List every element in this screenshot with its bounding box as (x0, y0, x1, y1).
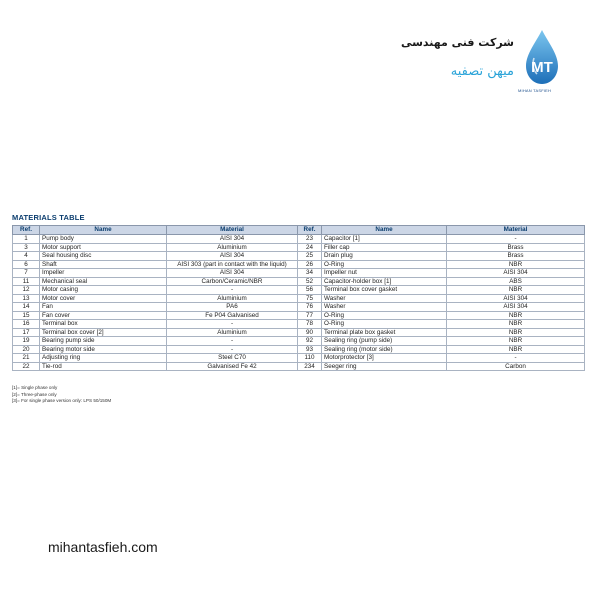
material-cell: - (447, 235, 585, 244)
material-cell: - (167, 320, 298, 329)
name-cell: Pump body (40, 235, 167, 244)
name-cell: O-Ring (322, 311, 447, 320)
material-cell: Aluminium (167, 243, 298, 252)
ref-cell: 3 (13, 243, 40, 252)
material-cell: Galvanised Fe 42 (167, 362, 298, 371)
ref-cell: 234 (298, 362, 322, 371)
table-row (13, 354, 585, 363)
table-row (13, 337, 585, 346)
name-cell: Shaft (40, 260, 167, 269)
material-cell: AISI 304 (447, 303, 585, 312)
header-name-2: Name (322, 226, 447, 235)
name-cell: Bearing motor side (40, 345, 167, 354)
ref-cell: 1 (13, 235, 40, 244)
table-row (13, 345, 585, 354)
name-cell: Motor cover (40, 294, 167, 303)
name-cell: Terminal box cover gasket (322, 286, 447, 295)
table-row (13, 311, 585, 320)
name-cell: Tie-rod (40, 362, 167, 371)
name-cell: Capacitor [1] (322, 235, 447, 244)
footnote: [3]= For single phase version only: LPS 50/150M (12, 398, 112, 404)
name-cell: Mechanical seal (40, 277, 167, 286)
material-cell: AISI 304 (447, 294, 585, 303)
material-cell: NBR (447, 311, 585, 320)
logo-letters: MT (531, 59, 553, 76)
ref-cell: 77 (298, 311, 322, 320)
header-ref-2: Ref. (298, 226, 322, 235)
name-cell: Motor casing (40, 286, 167, 295)
material-cell: AISI 303 (part in contact with the liquid) (167, 260, 298, 269)
name-cell: Impeller (40, 269, 167, 278)
material-cell: ABS (447, 277, 585, 286)
ref-cell: 78 (298, 320, 322, 329)
water-drop-logo-icon (522, 28, 562, 90)
ref-cell: 21 (13, 354, 40, 363)
material-cell: AISI 304 (447, 269, 585, 278)
ref-cell: 20 (13, 345, 40, 354)
material-cell: Fe P04 Galvanised (167, 311, 298, 320)
table-body (13, 235, 585, 371)
logo-subtitle: MIHAN TASFIEH (518, 88, 552, 93)
table-row (13, 328, 585, 337)
ref-cell: 90 (298, 328, 322, 337)
ref-cell: 12 (13, 286, 40, 295)
material-cell: Steel C70 (167, 354, 298, 363)
ref-cell: 93 (298, 345, 322, 354)
ref-cell: 7 (13, 269, 40, 278)
material-cell: NBR (447, 328, 585, 337)
company-label: شرکت فنی مهندسی (400, 36, 514, 49)
ref-cell: 6 (13, 260, 40, 269)
name-cell: Fan (40, 303, 167, 312)
ref-cell: 56 (298, 286, 322, 295)
ref-cell: 13 (13, 294, 40, 303)
website-url: mihantasfieh.com (48, 539, 158, 555)
ref-cell: 15 (13, 311, 40, 320)
brand-header (400, 28, 590, 98)
ref-cell: 24 (298, 243, 322, 252)
material-cell: Carbon/Ceramic/NBR (167, 277, 298, 286)
name-cell: Filler cap (322, 243, 447, 252)
header-material: Material (167, 226, 298, 235)
ref-cell: 25 (298, 252, 322, 261)
material-cell: Brass (447, 243, 585, 252)
name-cell: O-Ring (322, 260, 447, 269)
ref-cell: 11 (13, 277, 40, 286)
ref-cell: 92 (298, 337, 322, 346)
material-cell: Aluminium (167, 328, 298, 337)
table-title: MATERIALS TABLE (12, 213, 85, 222)
material-cell: - (167, 337, 298, 346)
ref-cell: 14 (13, 303, 40, 312)
name-cell: Drain plug (322, 252, 447, 261)
material-cell: - (167, 345, 298, 354)
name-cell: O-Ring (322, 320, 447, 329)
material-cell: Carbon (447, 362, 585, 371)
name-cell: Motorprotector [3] (322, 354, 447, 363)
table-row (13, 294, 585, 303)
name-cell: Impeller nut (322, 269, 447, 278)
name-cell: Adjusting ring (40, 354, 167, 363)
footnote: [2]= Three-phase only (12, 391, 57, 397)
name-cell: Terminal plate box gasket (322, 328, 447, 337)
name-cell: Seal housing disc (40, 252, 167, 261)
material-cell: NBR (447, 337, 585, 346)
footnote: [1]= Single phase only (12, 385, 58, 390)
ref-cell: 19 (13, 337, 40, 346)
table-row (13, 277, 585, 286)
material-cell: NBR (447, 320, 585, 329)
header-name: Name (40, 226, 167, 235)
header-ref: Ref. (13, 226, 40, 235)
ref-cell: 4 (13, 252, 40, 261)
material-cell: Brass (447, 252, 585, 261)
material-cell: PA6 (167, 303, 298, 312)
name-cell: Terminal box (40, 320, 167, 329)
name-cell: Capacitor-holder box [1] (322, 277, 447, 286)
material-cell: - (447, 354, 585, 363)
footnotes (12, 385, 111, 405)
material-cell: NBR (447, 286, 585, 295)
name-cell: Seeger ring (322, 362, 447, 371)
table-row (13, 362, 585, 371)
material-cell: AISI 304 (167, 235, 298, 244)
ref-cell: 16 (13, 320, 40, 329)
material-cell: NBR (447, 345, 585, 354)
table-row (13, 320, 585, 329)
material-cell: - (167, 286, 298, 295)
materials-table (12, 225, 585, 371)
ref-cell: 17 (13, 328, 40, 337)
table-row (13, 235, 585, 244)
name-cell: Sealing ring (pump side) (322, 337, 447, 346)
name-cell: Sealing ring (motor side) (322, 345, 447, 354)
material-cell: AISI 304 (167, 269, 298, 278)
ref-cell: 52 (298, 277, 322, 286)
header-material-2: Material (447, 226, 585, 235)
name-cell: Washer (322, 294, 447, 303)
brand-name: میهن تصفیه (450, 64, 514, 79)
table-row (13, 243, 585, 252)
table-row (13, 252, 585, 261)
name-cell: Washer (322, 303, 447, 312)
ref-cell: 76 (298, 303, 322, 312)
name-cell: Bearing pump side (40, 337, 167, 346)
table-row (13, 260, 585, 269)
material-cell: NBR (447, 260, 585, 269)
ref-cell: 26 (298, 260, 322, 269)
table-row (13, 286, 585, 295)
material-cell: Aluminium (167, 294, 298, 303)
ref-cell: 22 (13, 362, 40, 371)
material-cell: AISI 304 (167, 252, 298, 261)
ref-cell: 23 (298, 235, 322, 244)
ref-cell: 75 (298, 294, 322, 303)
name-cell: Terminal box cover [2] (40, 328, 167, 337)
ref-cell: 34 (298, 269, 322, 278)
table-header-row (13, 226, 585, 235)
table-row (13, 269, 585, 278)
table-row (13, 303, 585, 312)
ref-cell: 110 (298, 354, 322, 363)
name-cell: Motor support (40, 243, 167, 252)
name-cell: Fan cover (40, 311, 167, 320)
